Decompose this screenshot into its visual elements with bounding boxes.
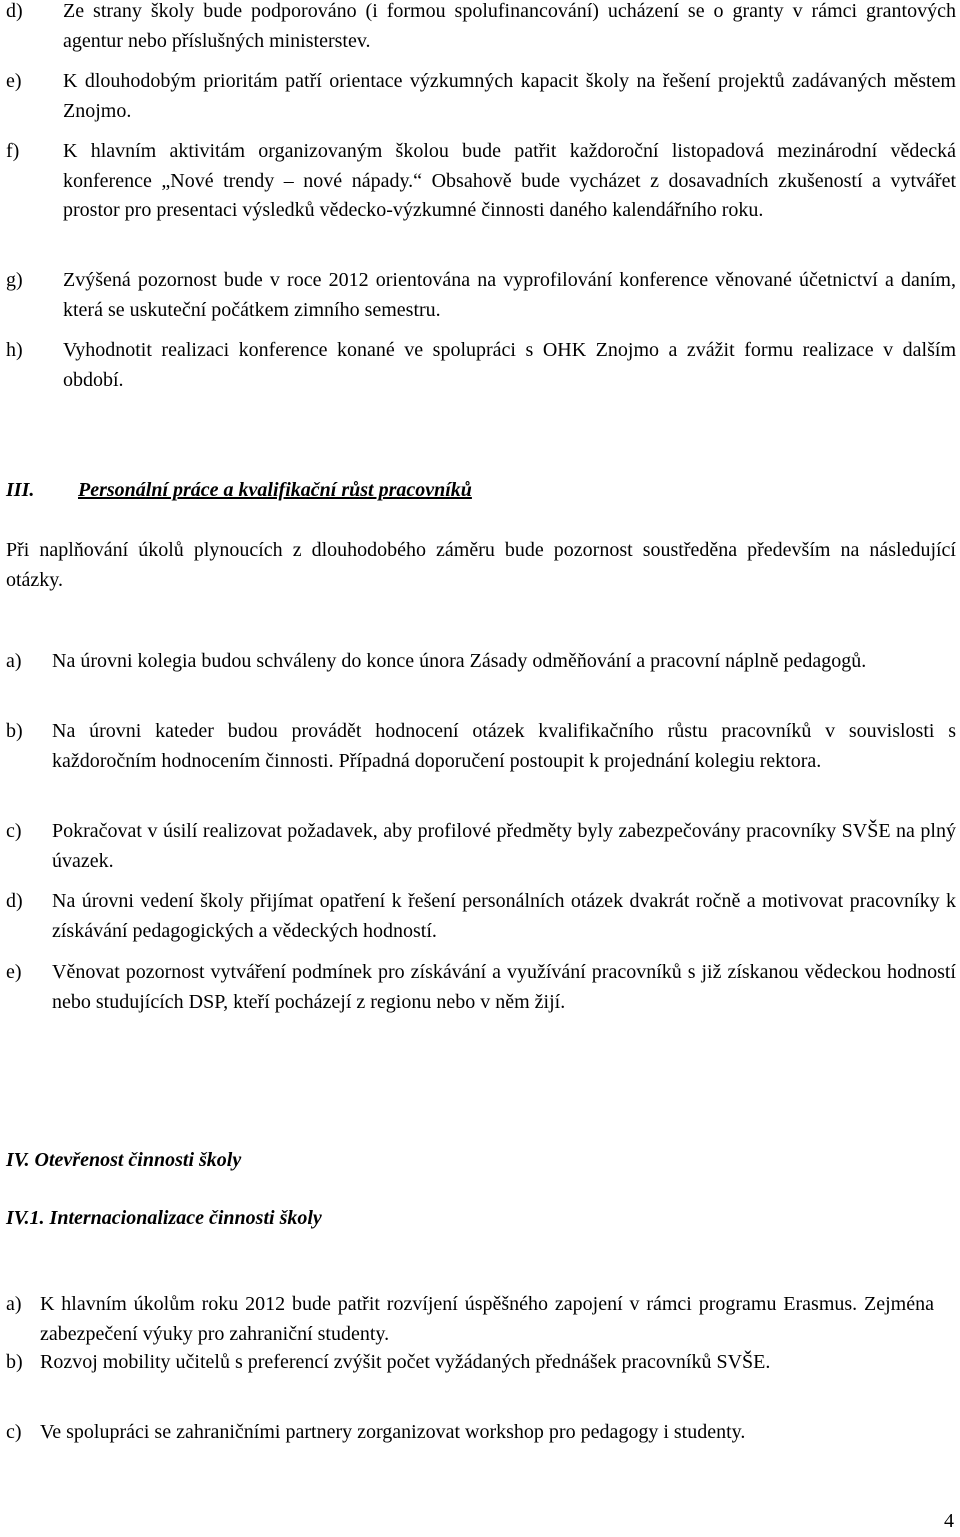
list-item-text: Na úrovni kateder budou provádět hodnocení otázek kvalifikačního růstu pracovníků v souvislosti s každoročním hodnocením činnosti. Případná doporučení postoupit k projednání kolegiu rektora. [52, 720, 956, 772]
list-item-label: b) [6, 1351, 23, 1373]
list-item-text: Zvýšená pozornost bude v roce 2012 orientována na vyprofilování konference věnované účetnictví a daním, která se uskuteční počátkem zimního semestru. [63, 269, 956, 321]
section-title: Personální práce a kvalifikační růst pracovníků [78, 479, 472, 501]
list-item-label: c) [6, 1421, 22, 1443]
list-item-text: Ze strany školy bude podporováno (i formou spolufinancování) ucházení se o granty v rámci grantových agentur nebo příslušných ministerstev. [63, 0, 956, 52]
subsection-heading: IV.1. Internacionalizace činnosti školy [6, 1207, 322, 1229]
section-intro: Při naplňování úkolů plynoucích z dlouhodobého záměru bude pozornost soustředěna především na následující otázky. [6, 539, 956, 591]
section-number: III. [6, 479, 35, 501]
list-item [6, 137, 956, 226]
list-item [6, 1418, 934, 1448]
list-item-text: Věnovat pozornost vytváření podmínek pro získávání a využívání pracovníků s již získanou vědeckou hodností nebo studujících DSP, kteří pocházejí z regionu nebo v něm žijí. [52, 961, 956, 1013]
list-item [6, 266, 956, 325]
list-item [6, 336, 956, 395]
section-heading [6, 476, 472, 506]
list-item-text: Rozvoj mobility učitelů s preferencí zvýšit počet vyžádaných přednášek pracovníků SVŠE. [40, 1351, 771, 1373]
list-item [6, 958, 956, 1017]
list-item [6, 647, 956, 677]
list-item-label: d) [6, 0, 23, 22]
list-item [6, 1348, 934, 1378]
list-item-label: c) [6, 820, 22, 842]
list-item-label: h) [6, 339, 23, 361]
list-item-text: Vyhodnotit realizaci konference konané ve spolupráci s OHK Znojmo a zvážit formu realizace v dalším období. [63, 339, 956, 391]
list-item-label: a) [6, 650, 22, 672]
list-item [6, 67, 956, 126]
list-item-label: b) [6, 720, 23, 742]
list-item-label: d) [6, 890, 23, 912]
list-item [6, 887, 956, 946]
list-item-text: Pokračovat v úsilí realizovat požadavek, aby profilové předměty byly zabezpečovány pracovníky SVŠE na plný úvazek. [52, 820, 956, 872]
list-item-text: Na úrovni kolegia budou schváleny do konce února Zásady odměňování a pracovní náplně pedagogů. [52, 650, 867, 672]
page-number: 4 [944, 1510, 954, 1532]
list-item-text: Ve spolupráci se zahraničními partnery zorganizovat workshop pro pedagogy i studenty. [40, 1421, 746, 1443]
list-item-label: g) [6, 269, 23, 291]
list-item-text: Na úrovni vedení školy přijímat opatření k řešení personálních otázek dvakrát ročně a motivovat pracovníky k získávání pedagogických a vědeckých hodností. [52, 890, 956, 942]
list-item [6, 0, 956, 56]
list-item-label: e) [6, 961, 22, 983]
list-item-label: f) [6, 140, 20, 162]
list-item [6, 1290, 934, 1349]
list-item-label: e) [6, 70, 22, 92]
list-item [6, 717, 956, 776]
list-item-text: K hlavním úkolům roku 2012 bude patřit rozvíjení úspěšného zapojení v rámci programu Erasmus. Zejména zabezpečení výuky pro zahraniční studenty. [40, 1293, 934, 1345]
list-item-text: K dlouhodobým prioritám patří orientace výzkumných kapacit školy na řešení projektů zadávaných městem Znojmo. [63, 70, 956, 122]
list-item [6, 817, 956, 876]
list-item-label: a) [6, 1293, 22, 1315]
section-heading: IV. Otevřenost činnosti školy [6, 1149, 242, 1171]
list-item-text: K hlavním aktivitám organizovaným školou bude patřit každoroční listopadová mezinárodní vědecká konference „Nové trendy – nové nápady.“ Obsahově bude vycházet z dosavadních zkušeností a vytvářet prostor pro presentaci výsledků vědecko-výzkumné činnosti daného kalendářního roku. [63, 140, 956, 222]
